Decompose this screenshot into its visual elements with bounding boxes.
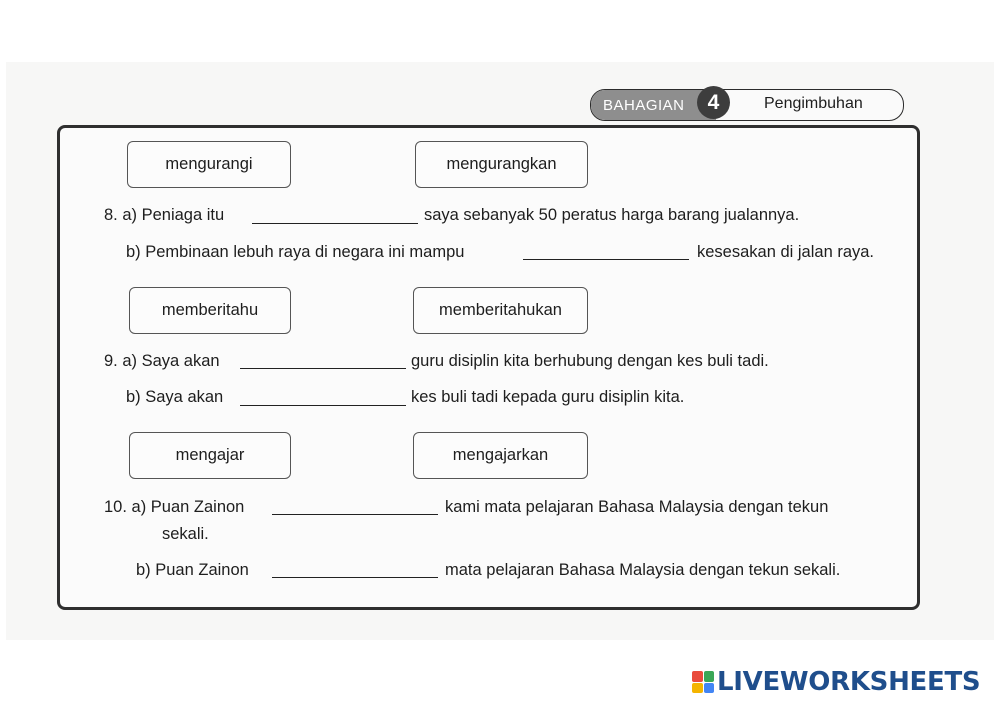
option-box-mengajar[interactable]: mengajar — [129, 432, 291, 479]
logo-square-red — [692, 671, 703, 682]
answer-blank-10a[interactable] — [272, 514, 438, 515]
option-box-memberitahu[interactable]: memberitahu — [129, 287, 291, 334]
answer-blank-8a[interactable] — [252, 223, 418, 224]
liveworksheets-logo — [692, 668, 980, 696]
option-box-mengajarkan[interactable]: mengajarkan — [413, 432, 588, 479]
question-8b-text: kesesakan di jalan raya. — [697, 243, 875, 261]
option-box-mengurangkan[interactable]: mengurangkan — [415, 141, 588, 188]
answer-blank-10b[interactable] — [272, 577, 438, 578]
answer-blank-9a[interactable] — [240, 368, 406, 369]
logo-text: LIVEWORKSHEETS — [717, 667, 981, 697]
question-9a-text: guru disiplin kita berhubung dengan kes buli tadi. — [411, 352, 769, 370]
logo-square-yellow — [692, 683, 703, 694]
question-10b-label: b) Puan Zainon — [136, 561, 249, 579]
answer-blank-8b[interactable] — [523, 259, 689, 260]
question-10a-continuation: sekali. — [162, 525, 209, 543]
answer-blank-9b[interactable] — [240, 405, 406, 406]
section-label: BAHAGIAN — [603, 97, 685, 114]
question-9a-label: 9. a) Saya akan — [104, 352, 220, 370]
logo-square-green — [704, 671, 715, 682]
option-box-memberitahukan[interactable]: memberitahukan — [413, 287, 588, 334]
question-10a-label: 10. a) Puan Zainon — [104, 498, 245, 516]
question-8b-label: b) Pembinaan lebuh raya di negara ini mampu — [126, 243, 465, 261]
question-9b-label: b) Saya akan — [126, 388, 224, 406]
question-9b-text: kes buli tadi kepada guru disiplin kita. — [411, 388, 685, 406]
question-8a-label: 8. a) Peniaga itu — [104, 206, 225, 224]
question-10a-text: kami mata pelajaran Bahasa Malaysia dengan tekun — [445, 498, 829, 516]
question-10b-text: mata pelajaran Bahasa Malaysia dengan tekun sekali. — [445, 561, 841, 579]
section-title: Pengimbuhan — [764, 95, 863, 112]
option-box-mengurangi[interactable]: mengurangi — [127, 141, 291, 188]
liveworksheets-logo-icon — [692, 671, 714, 693]
section-number-badge: 4 — [697, 86, 730, 119]
question-8a-text: saya sebanyak 50 peratus harga barang jualannya. — [424, 206, 800, 224]
logo-square-blue — [704, 683, 715, 694]
